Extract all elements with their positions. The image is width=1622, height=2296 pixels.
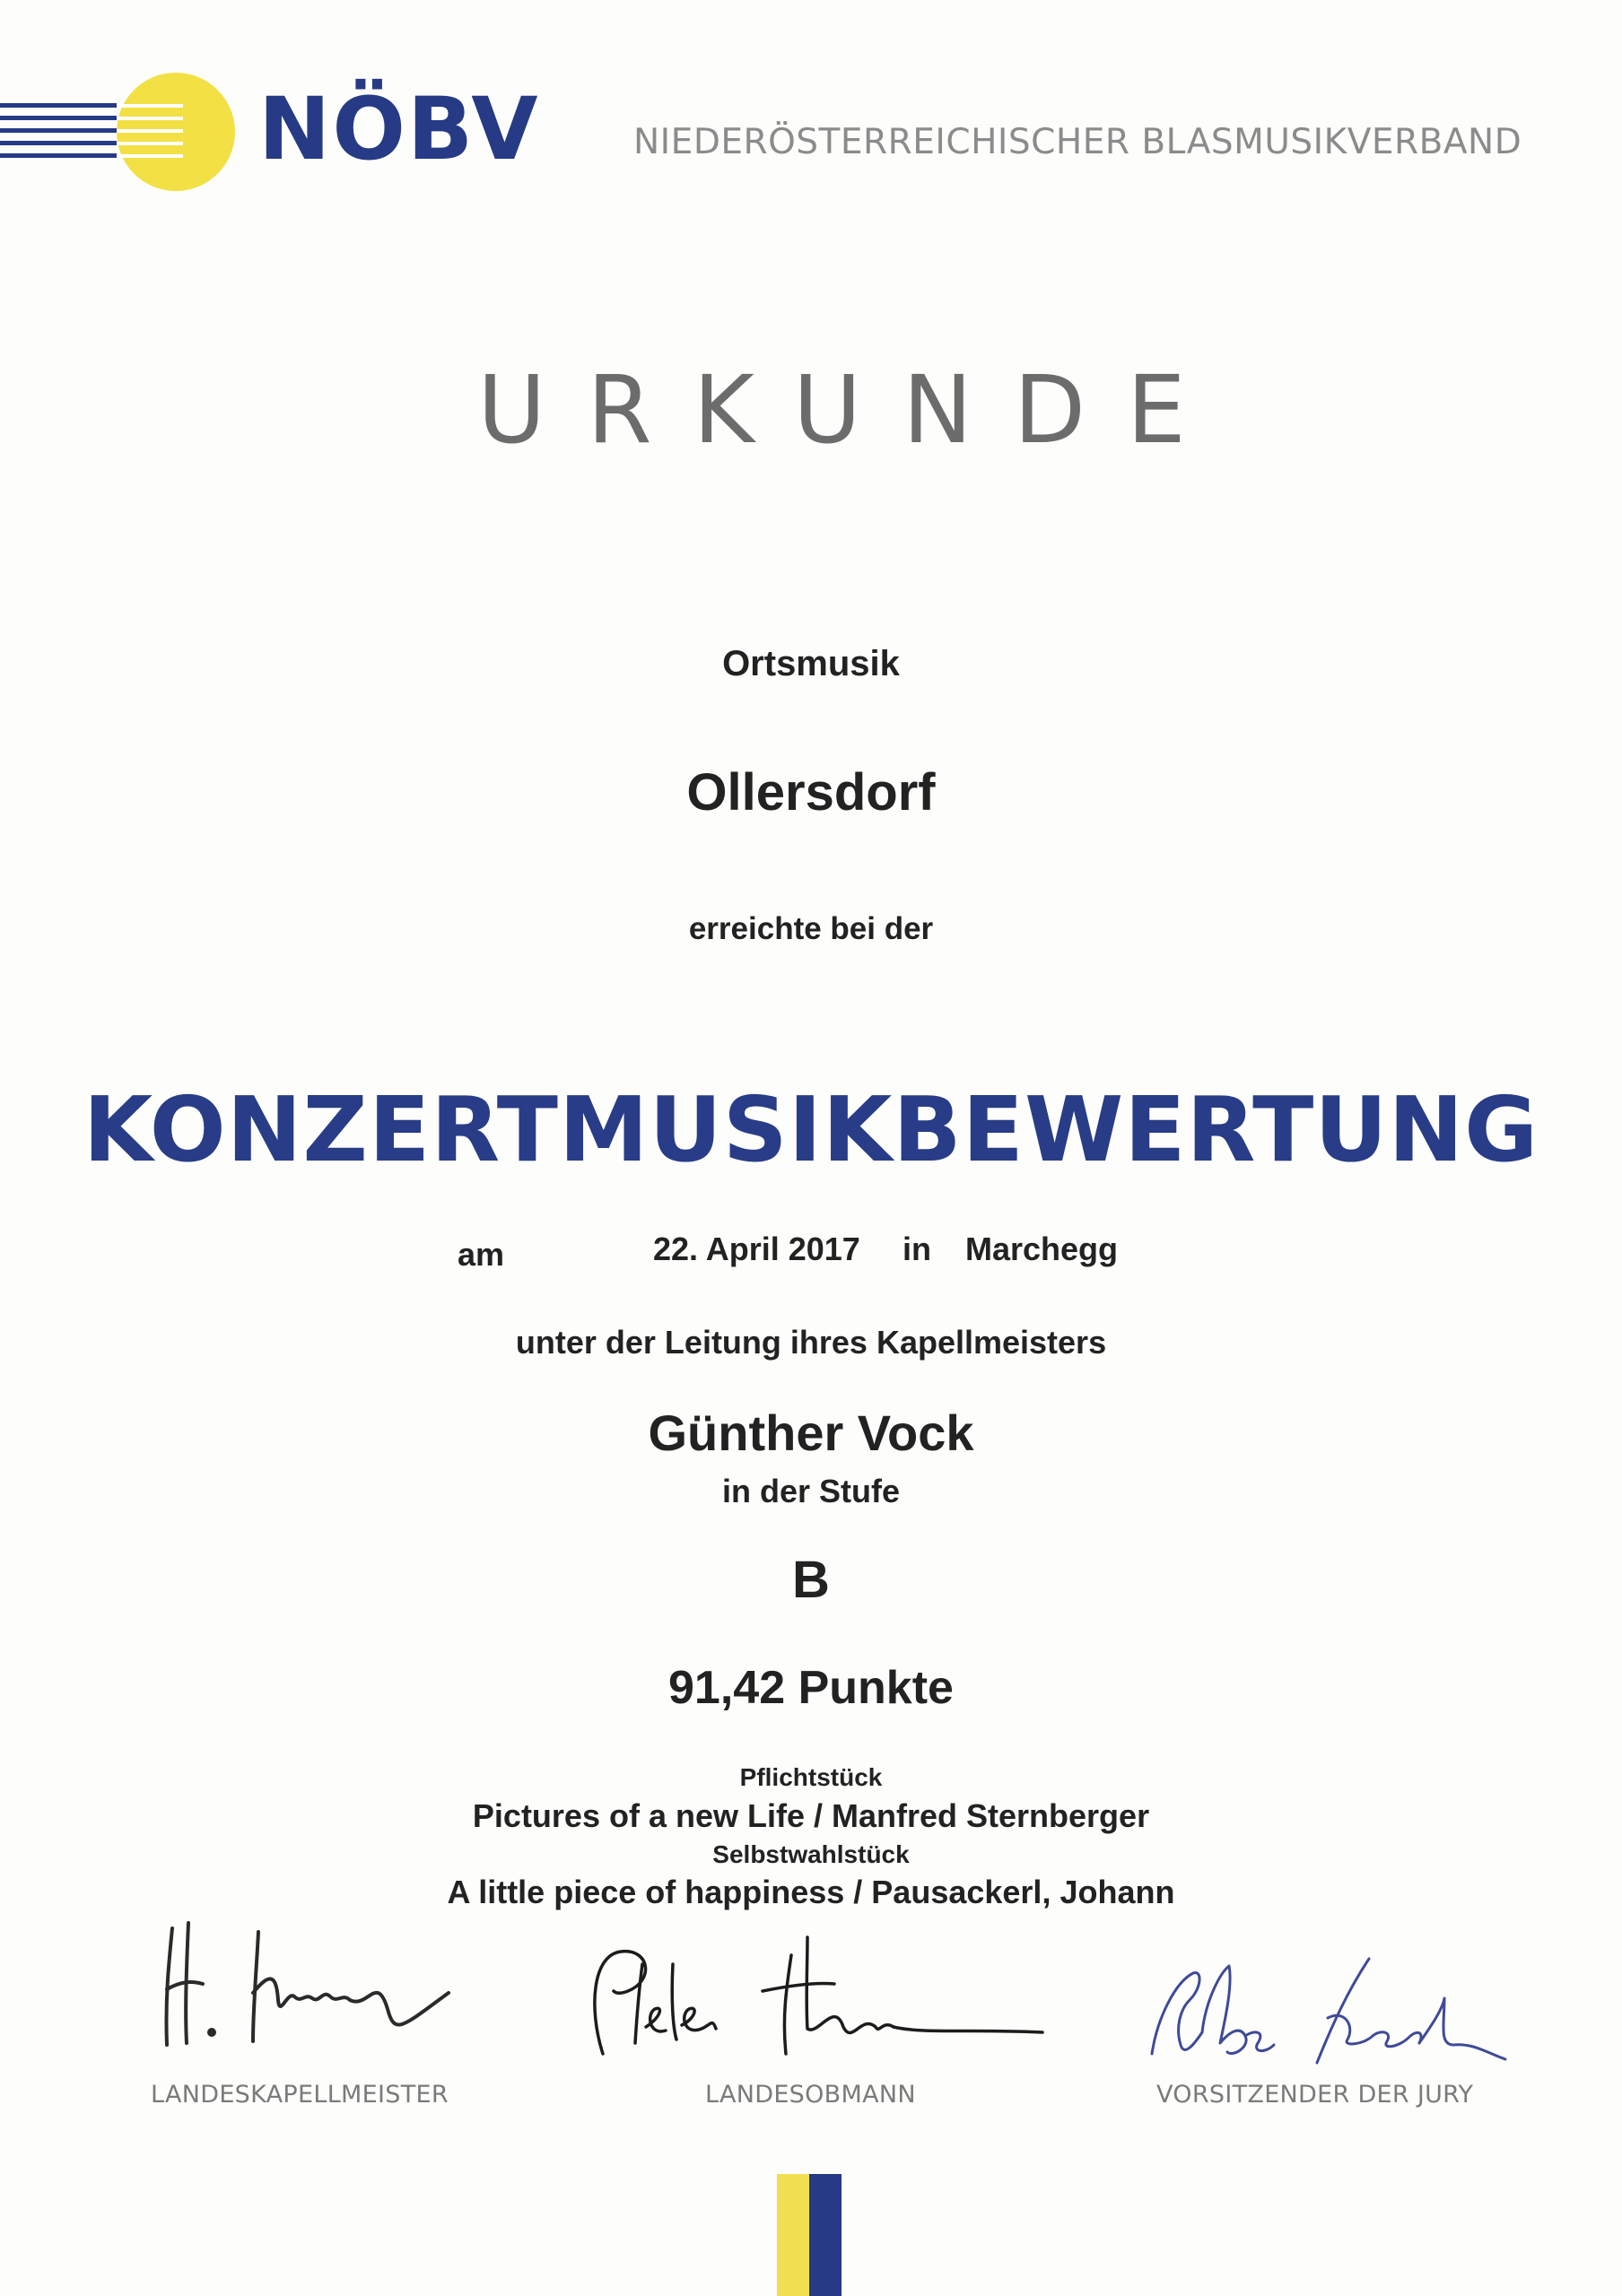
- intro-text: erreichte bei der: [688, 911, 934, 946]
- pflicht-piece: Pictures of a new Life / Manfred Sternberger: [472, 1797, 1150, 1834]
- nobv-logo-icon: [0, 65, 242, 199]
- selbst-piece: A little piece of happiness / Pausackerl, Johann: [447, 1874, 1175, 1910]
- recipient-name: Ollersdorf: [686, 763, 936, 822]
- signature-landesobmann: [583, 1928, 1050, 2072]
- signature-title-landesobmann: LANDESOBMANN: [705, 2081, 916, 2109]
- brand-name: NÖBV: [258, 79, 540, 179]
- recipient-label: Ortsmusik: [722, 644, 900, 683]
- date-place-line: [0, 1231, 1622, 1275]
- event-place: Marchegg: [965, 1231, 1119, 1267]
- place-label: in: [903, 1231, 931, 1267]
- stufe-value: B: [792, 1551, 830, 1609]
- signature-jury-chairman: [1139, 1946, 1516, 2081]
- result-points: 91,42 Punkte: [668, 1662, 954, 1714]
- conductor-name: Günther Vock: [648, 1405, 974, 1461]
- leitung-text: unter der Leitung ihres Kapellmeisters: [515, 1324, 1107, 1361]
- event-name: KONZERTMUSIKBEWERTUNG: [83, 1077, 1539, 1182]
- organization-name: NIEDERÖSTERREICHISCHER BLASMUSIKVERBAND: [633, 122, 1522, 162]
- date-label: am: [458, 1236, 505, 1273]
- signature-title-jury-chairman: VORSITZENDER DER JURY: [1156, 2081, 1474, 2109]
- footer-color-bar: [777, 2174, 842, 2296]
- stufe-label: in der Stufe: [721, 1473, 901, 1509]
- pflicht-label: Pflichtstück: [739, 1763, 883, 1791]
- signature-landeskapellmeister: [153, 1910, 475, 2063]
- event-date: 22. April 2017: [653, 1231, 860, 1267]
- document-title: URKUNDE: [477, 355, 1227, 465]
- signature-title-landeskapellmeister: LANDESKAPELLMEISTER: [151, 2081, 449, 2109]
- selbst-label: Selbstwahlstück: [712, 1840, 910, 1868]
